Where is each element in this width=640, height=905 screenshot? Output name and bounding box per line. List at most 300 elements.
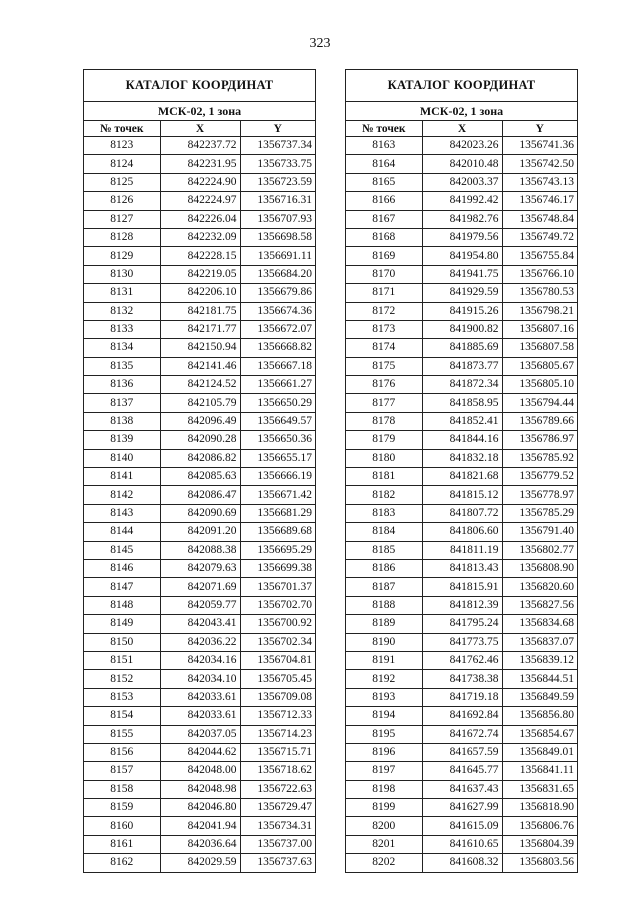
point-number: 8172 (346, 302, 422, 320)
coordinate-x: 841672.74 (422, 725, 502, 743)
coordinate-y: 1356807.16 (502, 320, 577, 338)
point-number: 8153 (84, 688, 160, 706)
table-row (84, 394, 315, 412)
coordinate-y: 1356667.18 (240, 357, 315, 375)
table-row (84, 210, 315, 228)
coordinate-x: 841915.26 (422, 302, 502, 320)
table-row (346, 210, 577, 228)
point-number: 8184 (346, 523, 422, 541)
coordinate-y: 1356789.66 (502, 412, 577, 430)
point-number: 8174 (346, 339, 422, 357)
coordinate-y: 1356698.58 (240, 228, 315, 246)
point-number: 8160 (84, 817, 160, 835)
table-row (84, 854, 315, 872)
coordinate-y: 1356805.10 (502, 376, 577, 394)
table-row (346, 468, 577, 486)
coordinate-x: 842224.90 (160, 173, 240, 191)
point-number: 8163 (346, 137, 422, 155)
coordinate-x: 841821.68 (422, 468, 502, 486)
table-row (346, 339, 577, 357)
point-number: 8145 (84, 541, 160, 559)
coordinate-y: 1356856.80 (502, 707, 577, 725)
table-header-row (346, 121, 577, 137)
coordinate-y: 1356806.76 (502, 817, 577, 835)
coordinate-x: 842037.05 (160, 725, 240, 743)
table-row (84, 357, 315, 375)
coordinate-x: 842088.38 (160, 541, 240, 559)
coordinate-y: 1356780.53 (502, 284, 577, 302)
coordinate-y: 1356820.60 (502, 578, 577, 596)
coordinate-x: 841815.12 (422, 486, 502, 504)
table-row (84, 468, 315, 486)
point-number: 8178 (346, 412, 422, 430)
column-header-point: № точек (346, 121, 422, 137)
coordinate-y: 1356679.86 (240, 284, 315, 302)
table-row (346, 394, 577, 412)
coordinate-y: 1356723.59 (240, 173, 315, 191)
coordinate-y: 1356650.36 (240, 431, 315, 449)
coordinate-y: 1356734.31 (240, 817, 315, 835)
table-row (84, 743, 315, 761)
coordinate-y: 1356808.90 (502, 559, 577, 577)
point-number: 8162 (84, 854, 160, 872)
coordinate-y: 1356785.92 (502, 449, 577, 467)
point-number: 8128 (84, 228, 160, 246)
coordinate-x: 841812.39 (422, 596, 502, 614)
coordinate-x: 841637.43 (422, 780, 502, 798)
coordinate-x: 842033.61 (160, 707, 240, 725)
point-number: 8190 (346, 633, 422, 651)
coordinate-y: 1356737.63 (240, 854, 315, 872)
point-number: 8179 (346, 431, 422, 449)
coordinate-y: 1356714.23 (240, 725, 315, 743)
point-number: 8170 (346, 265, 422, 283)
table-row (346, 523, 577, 541)
coordinate-x: 842023.26 (422, 137, 502, 155)
point-number: 8185 (346, 541, 422, 559)
coordinate-x: 842043.41 (160, 615, 240, 633)
point-number: 8195 (346, 725, 422, 743)
point-number: 8139 (84, 431, 160, 449)
point-number: 8165 (346, 173, 422, 191)
point-number: 8182 (346, 486, 422, 504)
coordinate-x: 842048.98 (160, 780, 240, 798)
coordinate-x: 841645.77 (422, 762, 502, 780)
coordinate-x: 842071.69 (160, 578, 240, 596)
coordinate-y: 1356805.67 (502, 357, 577, 375)
point-number: 8140 (84, 449, 160, 467)
coordinate-x: 841627.99 (422, 799, 502, 817)
coordinate-y: 1356786.97 (502, 431, 577, 449)
point-number: 8188 (346, 596, 422, 614)
coordinate-x: 841941.75 (422, 265, 502, 283)
coordinate-x: 841762.46 (422, 651, 502, 669)
column-header-point: № точек (84, 121, 160, 137)
coordinate-y: 1356766.10 (502, 265, 577, 283)
table-row (84, 247, 315, 265)
catalog-zone: МСК-02, 1 зона (346, 102, 577, 121)
point-number: 8132 (84, 302, 160, 320)
coordinate-y: 1356807.58 (502, 339, 577, 357)
table-row (84, 780, 315, 798)
point-number: 8166 (346, 192, 422, 210)
point-number: 8143 (84, 504, 160, 522)
column-header-y: Y (502, 121, 577, 137)
table-row (346, 835, 577, 853)
coordinate-y: 1356709.08 (240, 688, 315, 706)
coordinate-x: 841806.60 (422, 523, 502, 541)
table-row (346, 743, 577, 761)
table-row (346, 302, 577, 320)
coordinate-x: 842105.79 (160, 394, 240, 412)
table-row (346, 633, 577, 651)
coordinate-y: 1356689.68 (240, 523, 315, 541)
coordinate-x: 842150.94 (160, 339, 240, 357)
coordinate-y: 1356702.70 (240, 596, 315, 614)
point-number: 8189 (346, 615, 422, 633)
coordinate-y: 1356743.13 (502, 173, 577, 191)
point-number: 8149 (84, 615, 160, 633)
point-number: 8192 (346, 670, 422, 688)
point-number: 8127 (84, 210, 160, 228)
point-number: 8144 (84, 523, 160, 541)
table-row (346, 486, 577, 504)
table-row (84, 559, 315, 577)
table-row (346, 192, 577, 210)
point-number: 8134 (84, 339, 160, 357)
point-number: 8201 (346, 835, 422, 853)
coordinate-y: 1356834.68 (502, 615, 577, 633)
point-number: 8146 (84, 559, 160, 577)
point-number: 8138 (84, 412, 160, 430)
coordinate-x: 841858.95 (422, 394, 502, 412)
coordinate-x: 842029.59 (160, 854, 240, 872)
table-row (346, 357, 577, 375)
coordinate-y: 1356707.93 (240, 210, 315, 228)
table-row (346, 651, 577, 669)
coordinate-x: 841885.69 (422, 339, 502, 357)
coordinate-y: 1356729.47 (240, 799, 315, 817)
coordinate-x: 842010.48 (422, 155, 502, 173)
table-row (84, 799, 315, 817)
table-row (84, 670, 315, 688)
table-row (84, 541, 315, 559)
page-number: 323 (309, 36, 331, 51)
coordinate-y: 1356649.57 (240, 412, 315, 430)
coordinate-y: 1356681.29 (240, 504, 315, 522)
coordinate-x: 842079.63 (160, 559, 240, 577)
coordinate-y: 1356837.07 (502, 633, 577, 651)
coordinate-x: 841929.59 (422, 284, 502, 302)
coordinate-y: 1356791.40 (502, 523, 577, 541)
table-row (346, 559, 577, 577)
coordinate-x: 841692.84 (422, 707, 502, 725)
table-row (346, 670, 577, 688)
coordinate-x: 841992.42 (422, 192, 502, 210)
coordinate-y: 1356684.20 (240, 265, 315, 283)
coordinate-x: 841900.82 (422, 320, 502, 338)
coordinate-x: 841979.56 (422, 228, 502, 246)
point-number: 8130 (84, 265, 160, 283)
table-row (84, 431, 315, 449)
table-row (346, 707, 577, 725)
coordinate-x: 841807.72 (422, 504, 502, 522)
table-row (84, 688, 315, 706)
coordinate-x: 841610.65 (422, 835, 502, 853)
table-row (84, 320, 315, 338)
coordinate-table (346, 121, 577, 872)
coordinate-y: 1356668.82 (240, 339, 315, 357)
point-number: 8168 (346, 228, 422, 246)
coordinate-y: 1356699.38 (240, 559, 315, 577)
table-row (84, 339, 315, 357)
table-row (346, 431, 577, 449)
table-row (84, 725, 315, 743)
coordinate-x: 842085.63 (160, 468, 240, 486)
coordinate-x: 841615.09 (422, 817, 502, 835)
point-number: 8131 (84, 284, 160, 302)
coordinate-x: 842086.82 (160, 449, 240, 467)
coordinate-y: 1356779.52 (502, 468, 577, 486)
coordinate-x: 842086.47 (160, 486, 240, 504)
coordinate-catalog-right (345, 69, 578, 873)
table-row (346, 762, 577, 780)
table-row (346, 854, 577, 872)
coordinate-x: 841738.38 (422, 670, 502, 688)
coordinate-x: 842232.09 (160, 228, 240, 246)
coordinate-y: 1356804.39 (502, 835, 577, 853)
catalog-title: КАТАЛОГ КООРДИНАТ (346, 70, 577, 102)
coordinate-y: 1356746.17 (502, 192, 577, 210)
coordinate-y: 1356715.71 (240, 743, 315, 761)
table-row (84, 173, 315, 191)
coordinate-y: 1356748.84 (502, 210, 577, 228)
coordinate-x: 842219.05 (160, 265, 240, 283)
catalog-zone: МСК-02, 1 зона (84, 102, 315, 121)
coordinate-x: 842171.77 (160, 320, 240, 338)
coordinate-y: 1356712.33 (240, 707, 315, 725)
coordinate-x: 842059.77 (160, 596, 240, 614)
point-number: 8124 (84, 155, 160, 173)
coordinate-x: 842237.72 (160, 137, 240, 155)
point-number: 8150 (84, 633, 160, 651)
table-row (346, 504, 577, 522)
point-number: 8180 (346, 449, 422, 467)
coordinate-y: 1356722.63 (240, 780, 315, 798)
point-number: 8151 (84, 651, 160, 669)
table-row (84, 137, 315, 155)
coordinate-x: 842231.95 (160, 155, 240, 173)
table-row (84, 707, 315, 725)
coordinate-x: 842206.10 (160, 284, 240, 302)
coordinate-y: 1356737.34 (240, 137, 315, 155)
coordinate-y: 1356849.59 (502, 688, 577, 706)
coordinate-y: 1356737.00 (240, 835, 315, 853)
point-number: 8137 (84, 394, 160, 412)
table-row (84, 817, 315, 835)
point-number: 8175 (346, 357, 422, 375)
coordinate-y: 1356818.90 (502, 799, 577, 817)
table-row (84, 596, 315, 614)
table-row (84, 155, 315, 173)
coordinate-y: 1356718.62 (240, 762, 315, 780)
coordinate-y: 1356803.56 (502, 854, 577, 872)
coordinate-y: 1356661.27 (240, 376, 315, 394)
table-row (346, 247, 577, 265)
coordinate-y: 1356666.19 (240, 468, 315, 486)
coordinate-x: 842226.04 (160, 210, 240, 228)
coordinate-y: 1356733.75 (240, 155, 315, 173)
coordinate-x: 842033.61 (160, 688, 240, 706)
table-row (346, 173, 577, 191)
table-header-row (84, 121, 315, 137)
coordinate-y: 1356827.56 (502, 596, 577, 614)
coordinate-y: 1356705.45 (240, 670, 315, 688)
coordinate-y: 1356704.81 (240, 651, 315, 669)
coordinate-x: 841608.32 (422, 854, 502, 872)
coordinate-y: 1356650.29 (240, 394, 315, 412)
column-header-y: Y (240, 121, 315, 137)
point-number: 8187 (346, 578, 422, 596)
point-number: 8158 (84, 780, 160, 798)
coordinate-x: 842048.00 (160, 762, 240, 780)
coordinate-y: 1356674.36 (240, 302, 315, 320)
coordinate-y: 1356749.72 (502, 228, 577, 246)
coordinate-table (84, 121, 315, 872)
coordinate-y: 1356849.01 (502, 743, 577, 761)
coordinate-y: 1356844.51 (502, 670, 577, 688)
point-number: 8199 (346, 799, 422, 817)
point-number: 8193 (346, 688, 422, 706)
point-number: 8164 (346, 155, 422, 173)
table-row (346, 688, 577, 706)
point-number: 8154 (84, 707, 160, 725)
point-number: 8202 (346, 854, 422, 872)
coordinate-x: 842090.69 (160, 504, 240, 522)
point-number: 8196 (346, 743, 422, 761)
coordinate-x: 841872.34 (422, 376, 502, 394)
coordinate-x: 842046.80 (160, 799, 240, 817)
table-row (346, 596, 577, 614)
coordinate-x: 842181.75 (160, 302, 240, 320)
coordinate-x: 842090.28 (160, 431, 240, 449)
coordinate-x: 841719.18 (422, 688, 502, 706)
table-row (346, 449, 577, 467)
point-number: 8142 (84, 486, 160, 504)
coordinate-y: 1356695.29 (240, 541, 315, 559)
point-number: 8173 (346, 320, 422, 338)
point-number: 8198 (346, 780, 422, 798)
coordinate-y: 1356671.42 (240, 486, 315, 504)
table-row (346, 376, 577, 394)
coordinate-catalog-left (83, 69, 316, 873)
coordinate-y: 1356741.36 (502, 137, 577, 155)
table-row (346, 817, 577, 835)
coordinate-y: 1356802.77 (502, 541, 577, 559)
point-number: 8161 (84, 835, 160, 853)
point-number: 8167 (346, 210, 422, 228)
point-number: 8148 (84, 596, 160, 614)
coordinate-y: 1356691.11 (240, 247, 315, 265)
coordinate-y: 1356841.11 (502, 762, 577, 780)
table-row (346, 725, 577, 743)
table-row (84, 578, 315, 596)
coordinate-x: 841982.76 (422, 210, 502, 228)
point-number: 8159 (84, 799, 160, 817)
table-row (84, 633, 315, 651)
coordinate-x: 841773.75 (422, 633, 502, 651)
point-number: 8186 (346, 559, 422, 577)
table-row (346, 320, 577, 338)
table-row (346, 155, 577, 173)
coordinate-y: 1356794.44 (502, 394, 577, 412)
point-number: 8194 (346, 707, 422, 725)
table-row (84, 228, 315, 246)
point-number: 8183 (346, 504, 422, 522)
coordinate-y: 1356839.12 (502, 651, 577, 669)
coordinate-y: 1356778.97 (502, 486, 577, 504)
coordinate-x: 842034.10 (160, 670, 240, 688)
coordinate-y: 1356702.34 (240, 633, 315, 651)
coordinate-x: 842124.52 (160, 376, 240, 394)
point-number: 8177 (346, 394, 422, 412)
point-number: 8125 (84, 173, 160, 191)
coordinate-y: 1356755.84 (502, 247, 577, 265)
table-row (346, 284, 577, 302)
point-number: 8176 (346, 376, 422, 394)
table-row (346, 578, 577, 596)
point-number: 8200 (346, 817, 422, 835)
catalog-title: КАТАЛОГ КООРДИНАТ (84, 70, 315, 102)
table-row (84, 449, 315, 467)
point-number: 8197 (346, 762, 422, 780)
table-row (346, 541, 577, 559)
table-row (84, 504, 315, 522)
point-number: 8129 (84, 247, 160, 265)
table-row (84, 523, 315, 541)
coordinate-x: 841844.16 (422, 431, 502, 449)
coordinate-y: 1356700.92 (240, 615, 315, 633)
coordinate-x: 841795.24 (422, 615, 502, 633)
coordinate-y: 1356742.50 (502, 155, 577, 173)
table-row (346, 265, 577, 283)
point-number: 8157 (84, 762, 160, 780)
coordinate-y: 1356655.17 (240, 449, 315, 467)
table-row (346, 228, 577, 246)
point-number: 8169 (346, 247, 422, 265)
point-number: 8152 (84, 670, 160, 688)
coordinate-x: 841852.41 (422, 412, 502, 430)
table-row (84, 762, 315, 780)
coordinate-x: 841873.77 (422, 357, 502, 375)
point-number: 8136 (84, 376, 160, 394)
coordinate-x: 841657.59 (422, 743, 502, 761)
point-number: 8141 (84, 468, 160, 486)
column-header-x: X (160, 121, 240, 137)
table-row (84, 615, 315, 633)
table-row (84, 412, 315, 430)
coordinate-x: 841954.80 (422, 247, 502, 265)
table-row (346, 799, 577, 817)
coordinate-x: 842228.15 (160, 247, 240, 265)
coordinate-x: 841815.91 (422, 578, 502, 596)
coordinate-x: 842034.16 (160, 651, 240, 669)
table-row (84, 486, 315, 504)
table-row (346, 780, 577, 798)
coordinate-x: 842036.22 (160, 633, 240, 651)
point-number: 8123 (84, 137, 160, 155)
point-number: 8126 (84, 192, 160, 210)
